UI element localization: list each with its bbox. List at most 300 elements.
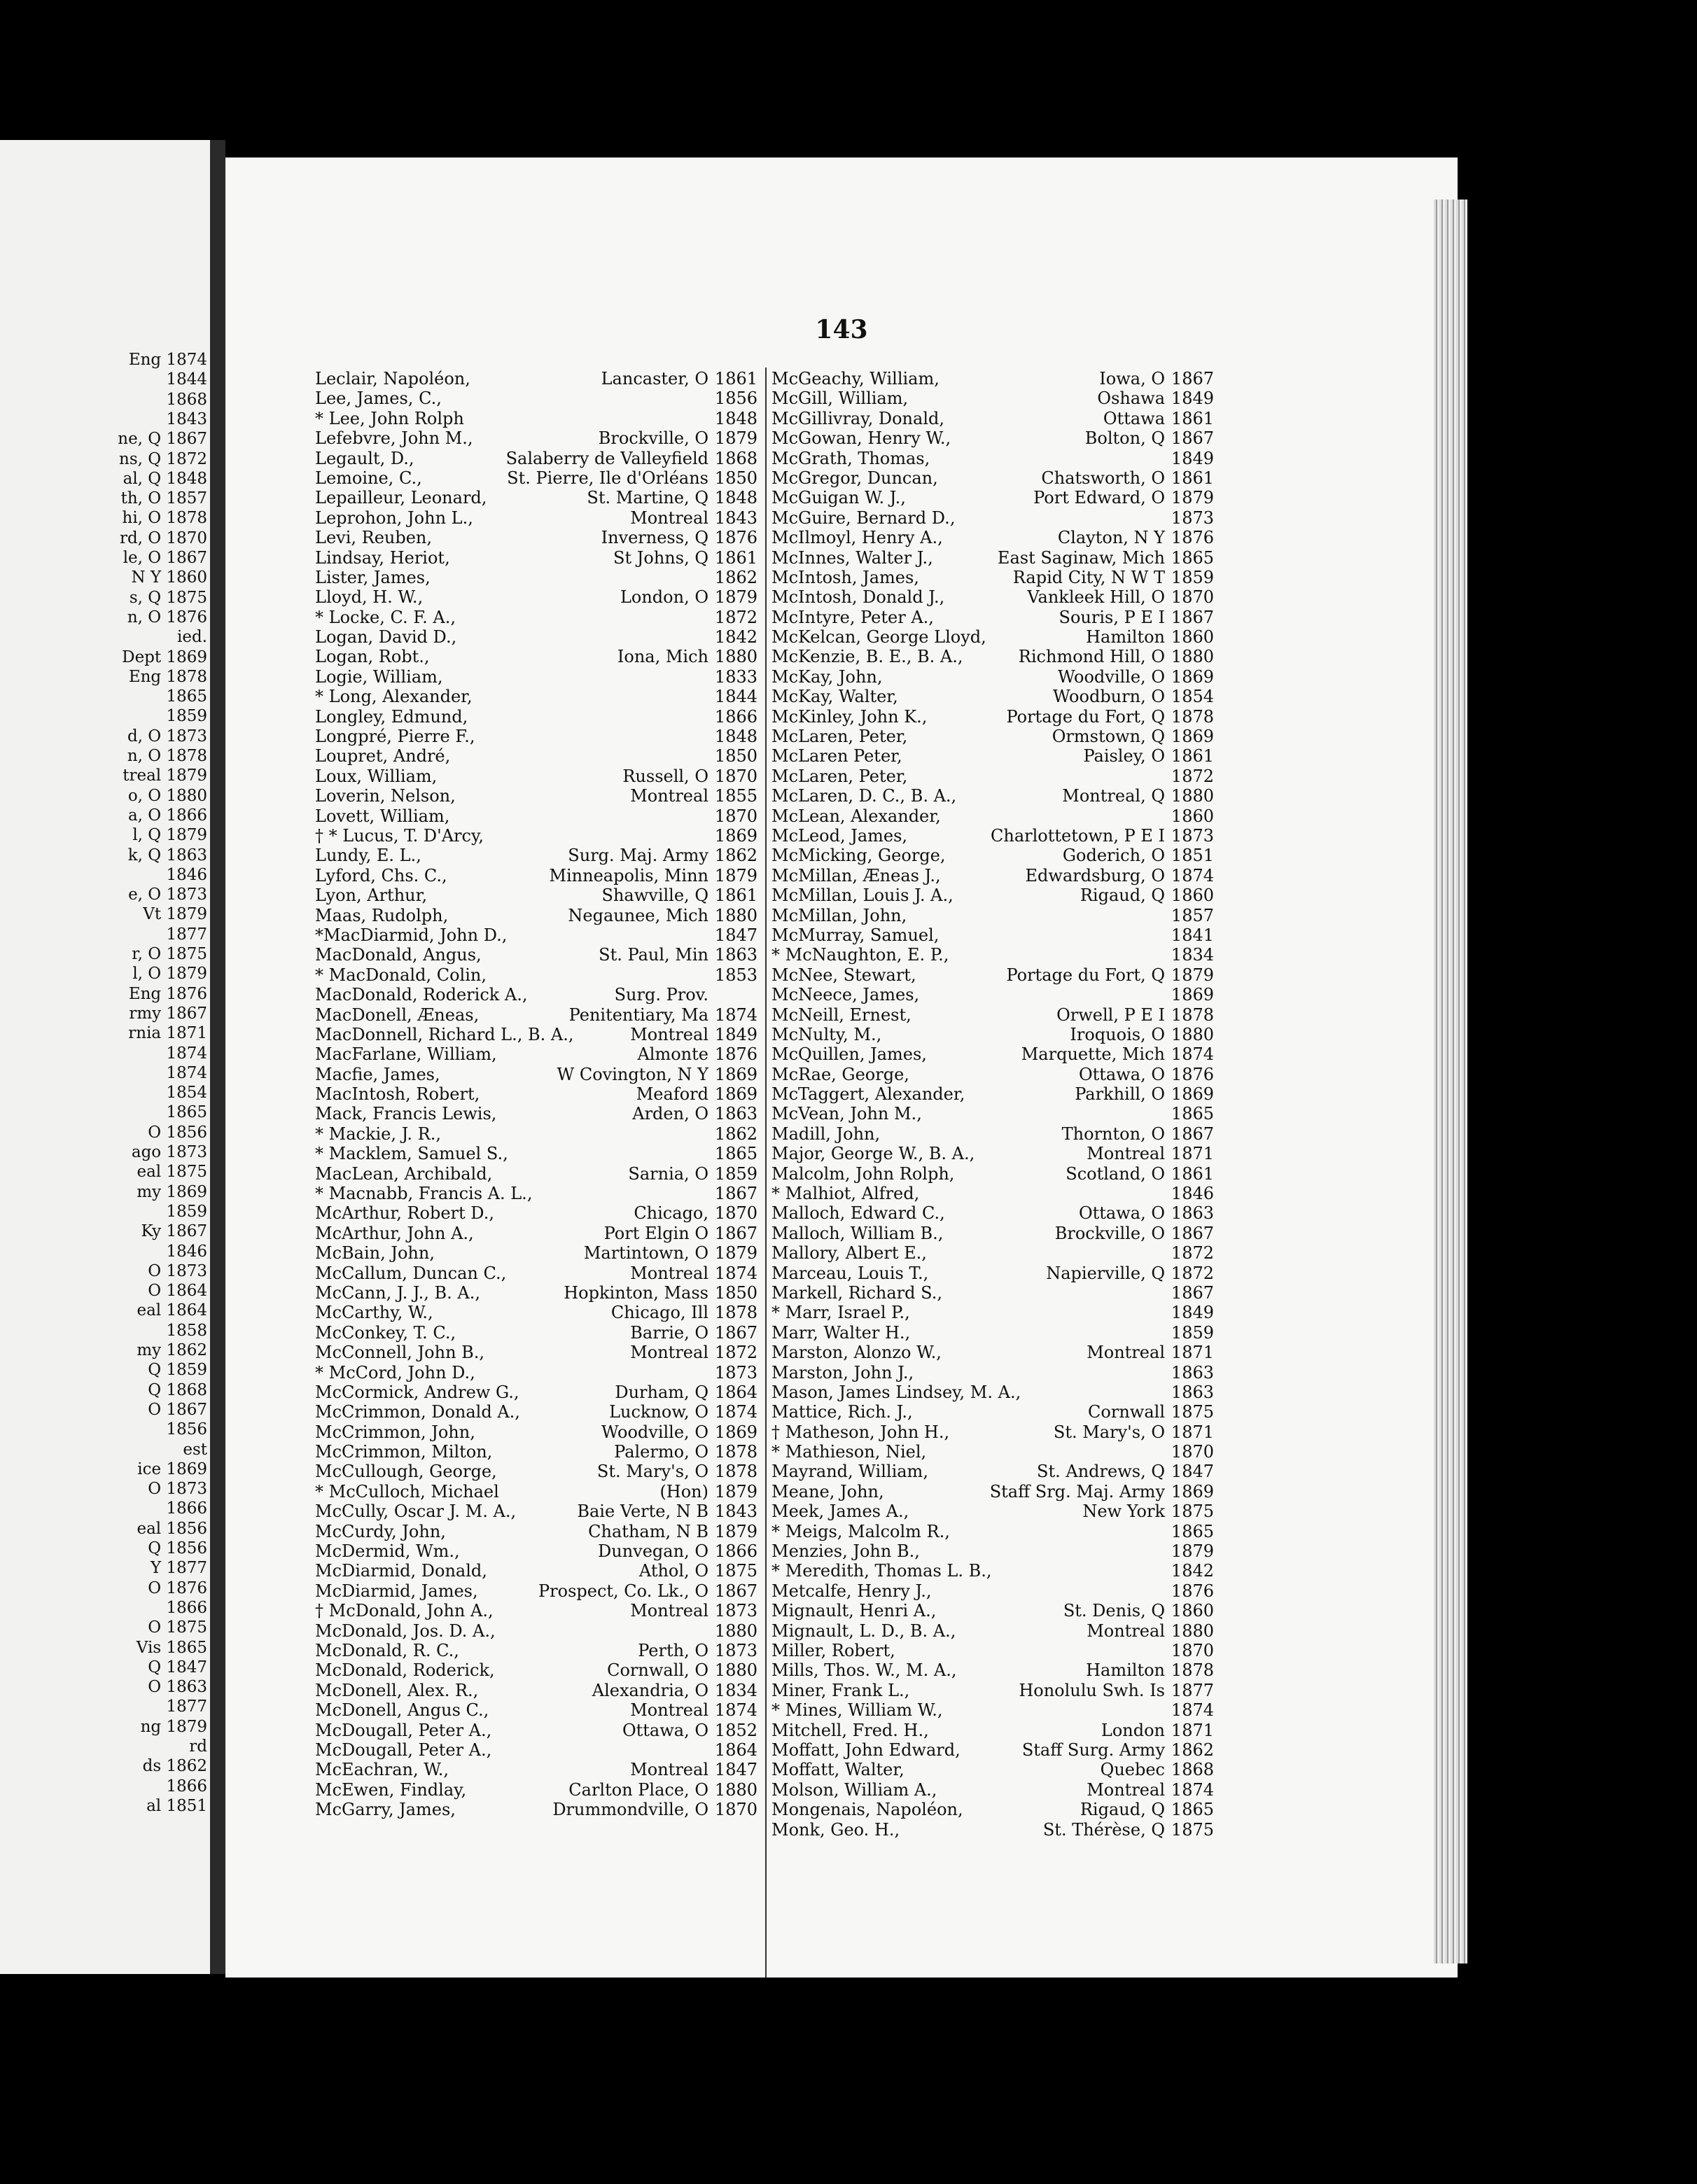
entry-name: Lee, James, C., (315, 388, 442, 409)
directory-entry (771, 1065, 1214, 1084)
left-page-text: k, Q 1863 (127, 846, 207, 864)
entry-year: 1878 (714, 1303, 757, 1323)
entry-year: 1849 (714, 1024, 757, 1044)
directory-entry (771, 568, 1214, 587)
entry-year: 1872 (714, 607, 757, 627)
left-page-text: ng 1879 (140, 1717, 207, 1736)
directory-entry (315, 409, 757, 428)
directory-entry (315, 906, 757, 925)
left-page-fragment (0, 140, 210, 1974)
entry-name: Longley, Edmund, (315, 706, 468, 727)
entry-name: Mason, James Lindsey, M. A., (771, 1382, 1021, 1402)
directory-entry (315, 766, 757, 786)
left-page-text: l, O 1879 (132, 965, 207, 983)
directory-entry (771, 1721, 1214, 1740)
entry-year: 1869 (714, 1064, 757, 1084)
entry-name: Maas, Rudolph, (315, 905, 449, 925)
entry-name: Malcolm, John Rolph, (771, 1163, 955, 1184)
entry-year: 1873 (714, 1641, 757, 1660)
directory-entry (771, 449, 1214, 468)
entry-year: 1859 (1171, 1322, 1214, 1343)
entry-year: 1834 (1171, 945, 1214, 965)
entry-place: St. Martine, Q (587, 488, 708, 508)
entry-name: McGeachy, William, (771, 369, 940, 388)
entry-name: McMillan, Louis J. A., (771, 886, 954, 906)
entry-year: 1850 (714, 468, 757, 488)
entry-year: 1861 (1171, 408, 1214, 428)
entry-year: 1879 (714, 1521, 757, 1541)
entry-year: 1869 (1171, 1481, 1214, 1502)
entry-year: 1854 (1171, 687, 1214, 707)
entry-name: McDiarmid, James, (315, 1581, 478, 1601)
directory-entry (315, 1740, 757, 1760)
entry-name: Marr, Walter H., (771, 1322, 911, 1343)
directory-entry (315, 985, 757, 1004)
directory-entry (315, 1482, 757, 1502)
directory-entry (771, 1025, 1214, 1044)
entry-name: McGrath, Thomas, (771, 448, 930, 468)
left-page-text: ne, Q 1867 (118, 430, 207, 449)
entry-year: 1862 (714, 567, 757, 587)
directory-entry (771, 707, 1214, 727)
directory-entry (315, 1780, 757, 1800)
entry-year: 1873 (1171, 507, 1214, 528)
entry-place: Montreal (1087, 1144, 1165, 1164)
entry-name: Mallory, Albert E., (771, 1243, 927, 1264)
entry-year: 1861 (714, 886, 757, 906)
entry-name: Lyford, Chs. C., (315, 865, 447, 886)
left-page-text: l, Q 1879 (132, 826, 207, 845)
entry-place: Bolton, Q (1084, 428, 1165, 449)
directory-entry (771, 1005, 1214, 1025)
directory-entry (315, 826, 757, 846)
directory-entry (771, 1502, 1214, 1521)
directory-entry (315, 1264, 757, 1283)
entry-place: Almonte (637, 1044, 708, 1065)
entry-year: 1870 (1171, 1442, 1214, 1462)
entry-place: London, O (620, 587, 708, 608)
entry-year: 1880 (1171, 1620, 1214, 1641)
directory-entry (315, 1760, 757, 1779)
entry-place: Quebec (1100, 1760, 1165, 1780)
left-page-text: ns, Q 1872 (119, 449, 207, 468)
entry-name: McTaggert, Alexander, (771, 1084, 965, 1105)
entry-name: * Long, Alexander, (315, 687, 473, 707)
entry-place: Montreal (630, 1024, 708, 1044)
entry-place: Paisley, O (1083, 746, 1165, 766)
directory-entry (315, 488, 757, 507)
left-page-text: a, O 1866 (127, 806, 207, 825)
entry-year: 1849 (1171, 388, 1214, 409)
entry-year: 1861 (714, 369, 757, 388)
entry-year: 1859 (714, 1163, 757, 1184)
left-page-text: hi, O 1878 (122, 509, 207, 528)
directory-entry (771, 369, 1214, 388)
directory-entry (315, 1203, 757, 1223)
directory-entry (771, 1164, 1214, 1184)
entry-place: Inverness, Q (601, 528, 708, 548)
entry-year: 1865 (1171, 1800, 1214, 1820)
entry-year: 1862 (714, 846, 757, 866)
directory-entry (771, 1044, 1214, 1064)
entry-name: McNulty, M., (771, 1024, 882, 1044)
entry-place: Montreal (630, 1343, 708, 1363)
entry-place: Penitentiary, Ma (568, 1004, 708, 1025)
entry-place: Chatsworth, O (1041, 468, 1165, 488)
entry-year: 1855 (714, 786, 757, 806)
entry-year: 1880 (714, 647, 757, 667)
directory-entry (771, 1681, 1214, 1700)
left-page-text: Eng 1874 (128, 351, 207, 369)
entry-place: Iroquois, O (1070, 1024, 1165, 1044)
entry-name: MacFarlane, William, (315, 1044, 497, 1065)
left-page-text: Q 1856 (148, 1539, 207, 1558)
entry-place: St. Paul, Min (599, 945, 708, 965)
entry-place: Thornton, O (1061, 1124, 1165, 1144)
entry-name: MacLean, Archibald, (315, 1163, 493, 1184)
left-page-text: 1868 (166, 390, 207, 409)
entry-name: McCann, J. J., B. A., (315, 1282, 481, 1303)
entry-name: McLean, Alexander, (771, 806, 941, 826)
entry-name: * Meigs, Malcolm R., (771, 1521, 950, 1541)
entry-name: McRae, George, (771, 1064, 909, 1084)
entry-name: McConnell, John B., (315, 1343, 485, 1363)
entry-place: Vankleek Hill, O (1027, 587, 1165, 608)
entry-year: 1862 (714, 1124, 757, 1144)
entry-name: Lister, James, (315, 567, 431, 587)
entry-year: 1879 (714, 865, 757, 886)
left-page-text: rnia 1871 (128, 1024, 207, 1043)
directory-entry (771, 627, 1214, 647)
entry-year: 1870 (714, 1800, 757, 1820)
directory-entry (771, 925, 1214, 945)
entry-place: Arden, O (632, 1104, 708, 1124)
entry-year: 1869 (714, 825, 757, 846)
entry-name: Marston, John J., (771, 1362, 914, 1382)
entry-year: 1862 (1171, 1740, 1214, 1760)
entry-place: Staff Surg. Army (1021, 1740, 1165, 1760)
entry-name: Mignault, Henri A., (771, 1601, 937, 1621)
entry-year: 1879 (714, 1243, 757, 1264)
directory-entry (315, 1681, 757, 1700)
directory-entry (771, 886, 1214, 905)
directory-entry (771, 1760, 1214, 1779)
entry-name: Macfie, James, (315, 1064, 440, 1084)
entry-year: 1879 (714, 1481, 757, 1502)
entry-year: 1842 (1171, 1561, 1214, 1581)
directory-entry (771, 1144, 1214, 1163)
entry-name: MacDonnell, Richard L., B. A., (315, 1024, 574, 1044)
entry-year: 1879 (714, 587, 757, 608)
entry-name: Menzies, John B., (771, 1541, 920, 1562)
entry-year: 1841 (1171, 925, 1214, 945)
left-page-text: Q 1847 (148, 1658, 207, 1676)
entry-year: 1861 (1171, 746, 1214, 766)
entry-year: 1861 (1171, 468, 1214, 488)
entry-year: 1876 (714, 528, 757, 548)
entry-name: * Mines, William W., (771, 1700, 943, 1721)
directory-entry (771, 746, 1214, 766)
entry-name: McInnes, Walter J., (771, 547, 933, 568)
entry-place: Lancaster, O (601, 369, 708, 388)
entry-place: Sarnia, O (628, 1163, 708, 1184)
left-page-text: d, O 1873 (127, 727, 207, 746)
entry-place: W Covington, N Y (557, 1064, 708, 1084)
left-page-text: 1874 (166, 1063, 207, 1082)
directory-entry (771, 1203, 1214, 1223)
directory-entry (771, 1462, 1214, 1481)
entry-year: 1878 (1171, 1660, 1214, 1681)
entry-year: 1865 (1171, 1104, 1214, 1124)
entry-year: 1870 (714, 766, 757, 786)
left-page-text: 1866 (166, 1598, 207, 1617)
entry-name: Logan, Robt., (315, 647, 430, 667)
entry-year: 1867 (1171, 428, 1214, 449)
directory-entry (771, 1363, 1214, 1382)
left-page-text: 1859 (166, 1202, 207, 1221)
left-page-text: Vt 1879 (143, 905, 207, 924)
entry-year: 1873 (1171, 825, 1214, 846)
left-page-text: Eng 1876 (128, 984, 207, 1003)
directory-entry (771, 965, 1214, 985)
entry-name: McCrimmon, Milton, (315, 1442, 493, 1462)
directory-entry (771, 727, 1214, 746)
entry-year: 1853 (714, 965, 757, 985)
left-page-text: Vis 1865 (136, 1638, 207, 1657)
entry-name: McConkey, T. C., (315, 1322, 456, 1343)
entry-place: Portage du Fort, Q (1006, 706, 1165, 727)
entry-year: 1874 (1171, 1044, 1214, 1065)
directory-entry (315, 1660, 757, 1680)
left-page-text: Q 1868 (148, 1380, 207, 1399)
entry-year: 1849 (1171, 1303, 1214, 1323)
left-page-text: 1865 (166, 1103, 207, 1122)
directory-entry (771, 1402, 1214, 1422)
entry-name: McKinley, John K., (771, 706, 928, 727)
entry-place: Athol, O (638, 1561, 708, 1581)
directory-entry (315, 866, 757, 886)
entry-year: 1869 (1171, 985, 1214, 1005)
entry-place: Shawville, Q (601, 886, 708, 906)
entry-place: St. Mary's, O (596, 1462, 708, 1482)
left-page-text: rd (189, 1737, 207, 1756)
entry-name: Lovett, William, (315, 806, 450, 826)
left-page-text: 1854 (166, 1084, 207, 1102)
entry-place: Chicago, (634, 1203, 708, 1224)
left-page-text: eal 1864 (137, 1301, 207, 1320)
entry-place: Brockville, O (598, 428, 708, 449)
entry-name: Malloch, Edward C., (771, 1203, 945, 1224)
directory-entry (771, 846, 1214, 865)
entry-name: McCormick, Andrew G., (315, 1382, 519, 1402)
entry-name: McEwen, Findlay, (315, 1779, 467, 1800)
column-divider (765, 368, 767, 1977)
entry-name: Lepailleur, Leonard, (315, 488, 487, 508)
left-page-text: ied. (176, 628, 207, 647)
entry-name: McCurdy, John, (315, 1521, 446, 1541)
entry-name: Moffatt, Walter, (771, 1760, 905, 1780)
entry-year: 1878 (714, 1442, 757, 1462)
entry-place: Surg. Maj. Army (568, 846, 708, 866)
entry-name: McLaren, D. C., B. A., (771, 786, 957, 806)
left-page-text: O 1873 (148, 1480, 207, 1499)
directory-entry (315, 388, 757, 408)
entry-name: Logan, David D., (315, 627, 457, 648)
entry-place: Montreal (1087, 1779, 1165, 1800)
entry-year: 1870 (1171, 587, 1214, 608)
left-page-text: eal 1875 (137, 1163, 207, 1182)
entry-name: McQuillen, James, (771, 1044, 927, 1065)
left-page-text: n, O 1876 (127, 608, 207, 626)
entry-name: Mignault, L. D., B. A., (771, 1620, 956, 1641)
entry-name: McLaren, Peter, (771, 766, 908, 786)
entry-place: St Johns, Q (613, 547, 708, 568)
entry-place: East Saginaw, Mich (997, 547, 1165, 568)
entry-year: 1865 (1171, 1521, 1214, 1541)
directory-entry (771, 1621, 1214, 1641)
entry-year: 1868 (714, 448, 757, 468)
directory-entry (315, 1363, 757, 1382)
entry-name: McNee, Stewart, (771, 965, 916, 985)
entry-name: McKelcan, George Lloyd, (771, 627, 986, 648)
entry-year: 1867 (1171, 1282, 1214, 1303)
entry-year: 1866 (714, 1541, 757, 1562)
left-page-text: est (183, 1440, 207, 1459)
entry-name: Monk, Geo. H., (771, 1819, 900, 1840)
entry-year: 1848 (714, 408, 757, 428)
left-page-text: o, O 1880 (127, 786, 207, 805)
entry-year: 1863 (714, 1104, 757, 1124)
entry-name: † * Lucus, T. D'Arcy, (315, 825, 484, 846)
directory-entry (771, 945, 1214, 965)
directory-entry (771, 1323, 1214, 1343)
entry-place: Woodburn, O (1053, 687, 1165, 707)
entry-name: McMillan, John, (771, 905, 907, 925)
entry-year: 1875 (714, 1561, 757, 1581)
entry-name: Logie, William, (315, 666, 443, 687)
entry-name: Legault, D., (315, 448, 414, 468)
directory-entry (315, 568, 757, 587)
directory-entry (771, 508, 1214, 528)
entry-name: McDonald, R. C., (315, 1641, 459, 1660)
entry-place: Dunvegan, O (598, 1541, 708, 1562)
entry-place: Goderich, O (1062, 846, 1165, 866)
directory-entry (771, 1104, 1214, 1124)
entry-year: 1868 (1171, 1760, 1214, 1780)
directory-entry (771, 1382, 1214, 1402)
directory-entry (771, 1522, 1214, 1541)
entry-year: 1847 (1171, 1462, 1214, 1482)
entry-place: Montreal (630, 507, 708, 528)
entry-name: McGowan, Henry W., (771, 428, 951, 449)
entry-place: Meaford (636, 1084, 708, 1105)
entry-year: 1874 (714, 1004, 757, 1025)
entry-place: Hopkinton, Mass (564, 1282, 708, 1303)
entry-year: 1867 (714, 1322, 757, 1343)
entry-place: Montreal (1087, 1343, 1165, 1363)
entry-name: * Marr, Israel P., (771, 1303, 910, 1323)
entry-place: Drummondville, O (552, 1800, 708, 1820)
entry-year: 1867 (1171, 607, 1214, 627)
directory-entry (771, 667, 1214, 687)
entry-name: McDonell, Angus C., (315, 1700, 489, 1721)
entry-name: Leprohon, John L., (315, 507, 473, 528)
entry-place: Ormstown, Q (1052, 727, 1165, 747)
left-page-text: 1856 (166, 1420, 207, 1439)
entry-name: * Mackie, J. R., (315, 1124, 441, 1144)
entry-year: 1878 (714, 1462, 757, 1482)
entry-name: McCullough, George, (315, 1462, 497, 1482)
entry-year: 1864 (714, 1740, 757, 1760)
directory-entry (771, 1124, 1214, 1144)
entry-name: Mayrand, William, (771, 1462, 928, 1482)
directory-entry (315, 1243, 757, 1263)
directory-entry (771, 866, 1214, 886)
directory-entry (315, 1005, 757, 1025)
directory-entry (315, 608, 757, 627)
entry-year: 1834 (714, 1680, 757, 1700)
entry-name: McVean, John M., (771, 1104, 922, 1124)
directory-entry (315, 508, 757, 528)
directory-entry (315, 1462, 757, 1481)
directory-entry (315, 1700, 757, 1720)
entry-place: Rigaud, Q (1080, 1800, 1165, 1820)
entry-year: 1869 (1171, 727, 1214, 747)
entry-name: Malloch, William B., (771, 1223, 944, 1243)
page-number: 143 (815, 315, 868, 344)
entry-place: Orwell, P E I (1056, 1004, 1165, 1025)
entry-place: Portage du Fort, Q (1006, 965, 1165, 985)
entry-place: Cornwall, O (607, 1660, 708, 1681)
entry-name: * Meredith, Thomas L. B., (771, 1561, 992, 1581)
directory-entry (315, 428, 757, 448)
left-page-text: le, O 1867 (123, 549, 207, 567)
left-page-text: s, Q 1875 (129, 588, 207, 607)
directory-entry (315, 925, 757, 945)
entry-name: Lefebvre, John M., (315, 428, 473, 449)
directory-entry (315, 1442, 757, 1462)
entry-year: 1865 (714, 1144, 757, 1164)
entry-year: 1867 (1171, 1124, 1214, 1144)
entry-year: 1875 (1171, 1502, 1214, 1522)
entry-name: McDermid, Wm., (315, 1541, 460, 1562)
entry-name: Lemoine, C., (315, 468, 422, 488)
entry-name: McNeece, James, (771, 985, 920, 1005)
left-page-text: 1846 (166, 1242, 207, 1261)
entry-place: Surg. Prov. (614, 985, 708, 1005)
directory-entry (771, 687, 1214, 706)
entry-name: Miner, Frank L., (771, 1680, 910, 1700)
directory-entry (315, 965, 757, 985)
entry-name: Lloyd, H. W., (315, 587, 424, 608)
entry-year: 1863 (1171, 1203, 1214, 1224)
entry-year: 1874 (714, 1402, 757, 1422)
entry-name: *MacDiarmid, John D., (315, 925, 508, 945)
entry-name: MacDonell, Æneas, (315, 1004, 480, 1025)
left-page-text: O 1856 (148, 1123, 207, 1142)
left-page-text: 1843 (166, 410, 207, 428)
entry-name: McMurray, Samuel, (771, 925, 940, 945)
entry-name: McDougall, Peter A., (315, 1720, 492, 1740)
entry-name: McArthur, John A., (315, 1223, 474, 1243)
left-page-text: Dept 1869 (122, 648, 207, 666)
entry-name: Meek, James A., (771, 1502, 909, 1522)
directory-entry (315, 647, 757, 666)
left-page-text: O 1864 (148, 1282, 207, 1301)
directory-entry (771, 766, 1214, 786)
entry-place: St. Mary's, O (1053, 1422, 1165, 1442)
directory-entry (771, 528, 1214, 547)
